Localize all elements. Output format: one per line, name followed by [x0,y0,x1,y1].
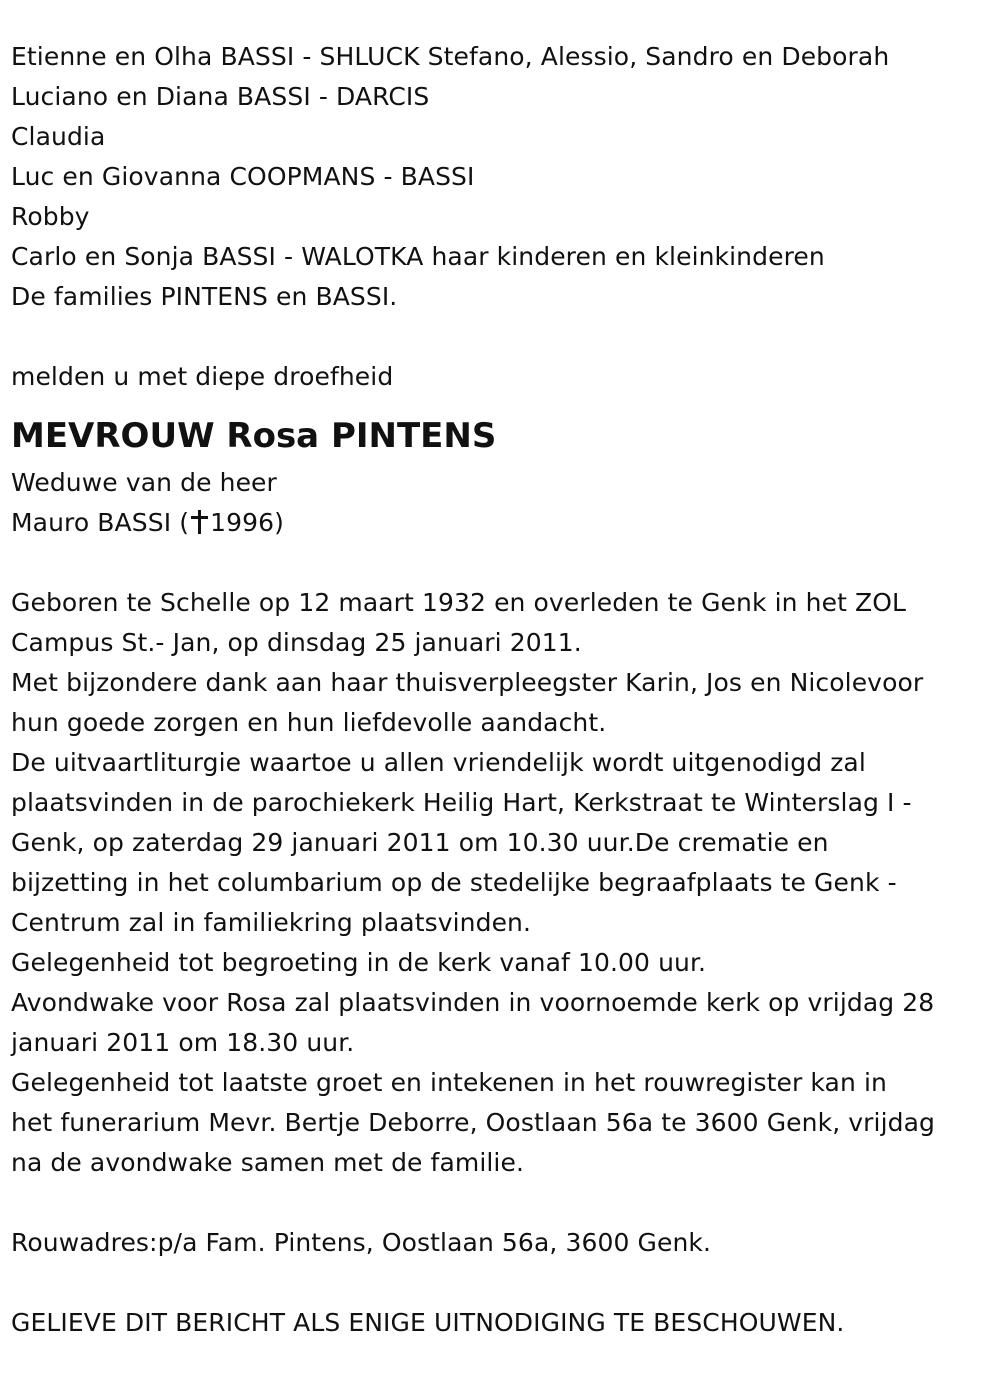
spacer [11,543,996,583]
announcement-text: melden u met diepe droefheid [11,362,394,391]
obituary-document [11,37,996,1343]
body-line: plaatsvinden in de parochiekerk Heilig Hart, Kerkstraat te Winterslag I - [11,788,912,817]
body-line: na de avondwake samen met de familie. [11,1148,525,1177]
body-line: Gelegenheid tot begroeting in de kerk vanaf 10.00 uur. [11,948,707,977]
invitation-notice: GELIEVE DIT BERICHT ALS ENIGE UITNODIGING TE BESCHOUWEN. [11,1308,845,1337]
body-line: januari 2011 om 18.30 uur. [11,1028,355,1057]
family-line: Etienne en Olha BASSI - SHLUCK Stefano, Alessio, Sandro en Deborah [11,42,890,71]
body-paragraph [11,583,996,1183]
body-line: het funerarium Mevr. Bertje Deborre, Oostlaan 56a te 3600 Genk, vrijdag [11,1108,936,1137]
widow-line: Weduwe van de heer [11,468,277,497]
body-line: Met bijzondere dank aan haar thuisverpleegster Karin, Jos en Nicolevoor [11,668,924,697]
body-line: De uitvaartliturgie waartoe u allen vriendelijk wordt uitgenodigd zal [11,748,866,777]
family-line: Robby [11,202,90,231]
family-line: Carlo en Sonja BASSI - WALOTKA haar kinderen en kleinkinderen [11,242,825,271]
family-line: Luc en Giovanna COOPMANS - BASSI [11,162,475,191]
spacer [11,1263,996,1303]
spacer [11,1183,996,1223]
body-line: hun goede zorgen en hun liefdevolle aandacht. [11,708,607,737]
spacer [11,317,996,357]
cross-icon [190,510,208,534]
body-line: Gelegenheid tot laatste groet en intekenen in het rouwregister kan in [11,1068,887,1097]
body-line: Geboren te Schelle op 12 maart 1932 en overleden te Genk in het ZOL [11,588,907,617]
husband-name: Mauro BASSI ( [11,508,190,537]
body-line: bijzetting in het columbarium op de stedelijke begraafplaats te Genk - [11,868,897,897]
family-line: Luciano en Diana BASSI - DARCIS [11,82,430,111]
deceased-name: MEVROUW Rosa PINTENS [11,416,497,456]
husband-death-year: 1996) [210,508,284,537]
family-line: Claudia [11,122,106,151]
mourning-address: Rouwadres:p/a Fam. Pintens, Oostlaan 56a, 3600 Genk. [11,1228,712,1257]
body-line: Genk, op zaterdag 29 januari 2011 om 10.30 uur.De crematie en [11,828,829,857]
body-line: Avondwake voor Rosa zal plaatsvinden in voornoemde kerk op vrijdag 28 [11,988,935,1017]
family-line: De families PINTENS en BASSI. [11,282,398,311]
family-list [11,37,996,317]
husband-line [11,503,996,543]
body-line: Centrum zal in familiekring plaatsvinden. [11,908,532,937]
body-line: Campus St.- Jan, op dinsdag 25 januari 2011. [11,628,582,657]
